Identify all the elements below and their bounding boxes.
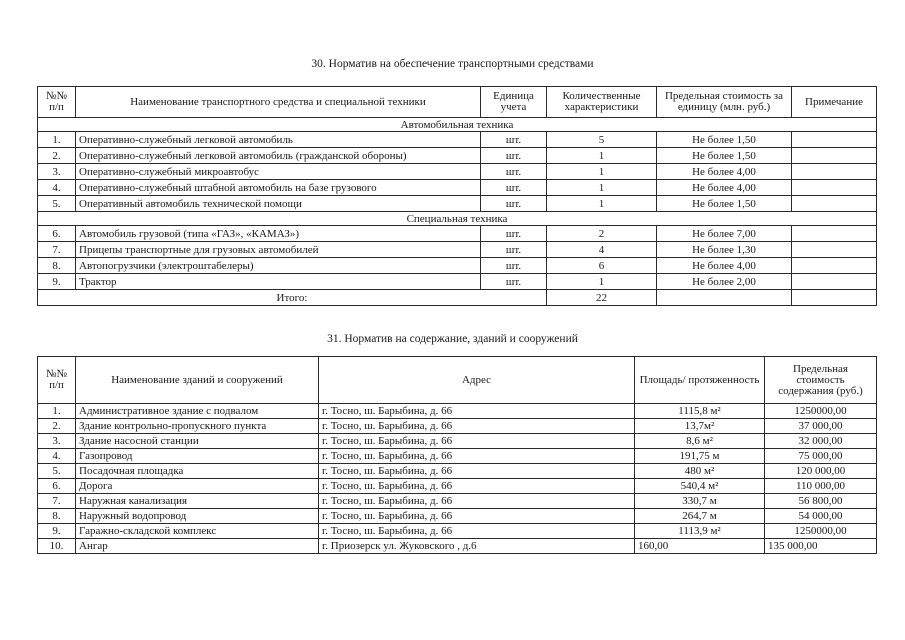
total-row (38, 290, 877, 306)
total-note-empty (792, 290, 877, 306)
row-qty: 1 (547, 274, 657, 290)
row-name: Наружная канализация (76, 494, 319, 509)
row-name: Здание контрольно-пропускного пункта (76, 419, 319, 434)
table-row (38, 274, 877, 290)
row-cost: Не более 4,00 (657, 258, 792, 274)
row-unit: шт. (481, 274, 547, 290)
row-num: 4. (38, 449, 76, 464)
row-cost: 37 000,00 (765, 419, 877, 434)
row-address: г. Тосно, ш. Барыбина, д. 66 (319, 449, 635, 464)
row-num: 1. (38, 404, 76, 419)
row-note (792, 242, 877, 258)
row-address: г. Тосно, ш. Барыбина, д. 66 (319, 404, 635, 419)
row-cost: Не более 1,50 (657, 132, 792, 148)
table-row (38, 494, 877, 509)
row-num: 1. (38, 132, 76, 148)
section-31-title: 31. Норматив на содержание, зданий и сооружений (327, 333, 578, 345)
row-num: 2. (38, 419, 76, 434)
row-name: Газопровод (76, 449, 319, 464)
row-name: Оперативно-служебный легковой автомобиль (76, 132, 481, 148)
row-cost: 75 000,00 (765, 449, 877, 464)
row-note (792, 180, 877, 196)
row-cost: 1250000,00 (765, 404, 877, 419)
row-area: 540,4 м² (635, 479, 765, 494)
row-num: 3. (38, 434, 76, 449)
table-row (38, 539, 877, 554)
row-address: г. Тосно, ш. Барыбина, д. 66 (319, 524, 635, 539)
header-num: №№ п/п (38, 87, 76, 118)
row-note (792, 164, 877, 180)
row-num: 7. (38, 242, 76, 258)
table-row (38, 226, 877, 242)
row-address: г. Тосно, ш. Барыбина, д. 66 (319, 464, 635, 479)
header-unit-cost: Предельная стоимость за единицу (млн. руб.) (657, 87, 792, 118)
row-note (792, 196, 877, 212)
row-cost: 56 800,00 (765, 494, 877, 509)
row-name: Здание насосной станции (76, 434, 319, 449)
row-area: 480 м² (635, 464, 765, 479)
row-name: Оперативно-служебный штабной автомобиль на базе грузового (76, 180, 481, 196)
row-qty: 1 (547, 180, 657, 196)
header-unit: Единица учета (481, 87, 547, 118)
header-num: №№ п/п (38, 357, 76, 404)
row-unit: шт. (481, 258, 547, 274)
row-address: г. Тосно, ш. Барыбина, д. 66 (319, 479, 635, 494)
row-unit: шт. (481, 132, 547, 148)
row-name: Наружный водопровод (76, 509, 319, 524)
header-maintenance-cost: Предельная стоимость содержания (руб.) (765, 357, 877, 404)
row-area: 264,7 м (635, 509, 765, 524)
row-num: 3. (38, 164, 76, 180)
row-address: г. Тосно, ш. Барыбина, д. 66 (319, 434, 635, 449)
row-note (792, 148, 877, 164)
row-num: 9. (38, 524, 76, 539)
table-row (38, 164, 877, 180)
total-cost-empty (657, 290, 792, 306)
row-address: г. Тосно, ш. Барыбина, д. 66 (319, 494, 635, 509)
header-quantity: Количественные характеристики (547, 87, 657, 118)
row-name: Автомобиль грузовой (типа «ГАЗ», «КАМАЗ») (76, 226, 481, 242)
table-row (38, 419, 877, 434)
row-qty: 1 (547, 164, 657, 180)
row-area: 191,75 м (635, 449, 765, 464)
row-area: 160,00 (635, 539, 765, 554)
table-row (38, 180, 877, 196)
group-automobile-label: Автомобильная техника (38, 118, 877, 132)
row-name: Прицепы транспортные для грузовых автомобилей (76, 242, 481, 258)
table-row (38, 524, 877, 539)
row-name: Автопогрузчики (электроштабелеры) (76, 258, 481, 274)
table-row (38, 464, 877, 479)
row-unit: шт. (481, 226, 547, 242)
row-qty: 5 (547, 132, 657, 148)
row-name: Оперативно-служебный микроавтобус (76, 164, 481, 180)
row-num: 8. (38, 258, 76, 274)
total-label: Итого: (38, 290, 547, 306)
row-address: г. Тосно, ш. Барыбина, д. 66 (319, 509, 635, 524)
header-address: Адрес (319, 357, 635, 404)
table-row (38, 449, 877, 464)
row-name: Оперативно-служебный легковой автомобиль (гражданской обороны) (76, 148, 481, 164)
group-automobile-row (38, 118, 877, 132)
row-unit: шт. (481, 196, 547, 212)
row-name: Ангар (76, 539, 319, 554)
row-name: Посадочная площадка (76, 464, 319, 479)
row-name: Дорога (76, 479, 319, 494)
row-num: 10. (38, 539, 76, 554)
group-special-label: Специальная техника (38, 212, 877, 226)
row-name: Оперативный автомобиль технической помощи (76, 196, 481, 212)
row-area: 13,7м² (635, 419, 765, 434)
row-cost: Не более 2,00 (657, 274, 792, 290)
section-30-title: 30. Норматив на обеспечение транспортными средствами (311, 58, 594, 70)
row-num: 7. (38, 494, 76, 509)
table-row (38, 404, 877, 419)
row-name: Трактор (76, 274, 481, 290)
row-num: 9. (38, 274, 76, 290)
row-qty: 1 (547, 148, 657, 164)
row-name: Административное здание с подвалом (76, 404, 319, 419)
row-area: 330,7 м (635, 494, 765, 509)
row-cost: Не более 1,50 (657, 148, 792, 164)
row-cost: 110 000,00 (765, 479, 877, 494)
row-cost: 32 000,00 (765, 434, 877, 449)
row-note (792, 258, 877, 274)
row-num: 4. (38, 180, 76, 196)
row-cost: Не более 4,00 (657, 180, 792, 196)
table-row (38, 258, 877, 274)
row-cost: Не более 7,00 (657, 226, 792, 242)
row-name: Гаражно-складской комплекс (76, 524, 319, 539)
row-cost: Не более 1,50 (657, 196, 792, 212)
row-address: г. Приозерск ул. Жуковского , д.6 (319, 539, 635, 554)
row-area: 1113,9 м² (635, 524, 765, 539)
table-header-row (38, 357, 877, 404)
row-note (792, 226, 877, 242)
table-row (38, 132, 877, 148)
total-value: 22 (547, 290, 657, 306)
group-special-row (38, 212, 877, 226)
table-row (38, 148, 877, 164)
row-cost: Не более 1,30 (657, 242, 792, 258)
table-row (38, 434, 877, 449)
row-num: 6. (38, 479, 76, 494)
row-cost: 54 000,00 (765, 509, 877, 524)
row-area: 1115,8 м² (635, 404, 765, 419)
row-qty: 6 (547, 258, 657, 274)
row-note (792, 274, 877, 290)
row-qty: 1 (547, 196, 657, 212)
row-num: 6. (38, 226, 76, 242)
row-cost: 1250000,00 (765, 524, 877, 539)
table-row (38, 479, 877, 494)
row-cost: Не более 4,00 (657, 164, 792, 180)
row-unit: шт. (481, 148, 547, 164)
table-row (38, 509, 877, 524)
row-note (792, 132, 877, 148)
row-num: 5. (38, 464, 76, 479)
table-row (38, 196, 877, 212)
row-cost: 135 000,00 (765, 539, 877, 554)
table-row (38, 242, 877, 258)
row-qty: 2 (547, 226, 657, 242)
row-unit: шт. (481, 242, 547, 258)
row-unit: шт. (481, 164, 547, 180)
table-header-row (38, 87, 877, 118)
header-area: Площадь/ протяженность (635, 357, 765, 404)
header-vehicle-name: Наименование транспортного средства и специальной техники (76, 87, 481, 118)
row-num: 8. (38, 509, 76, 524)
row-num: 2. (38, 148, 76, 164)
header-building-name: Наименование зданий и сооружений (76, 357, 319, 404)
row-address: г. Тосно, ш. Барыбина, д. 66 (319, 419, 635, 434)
buildings-norm-table (37, 356, 877, 554)
row-num: 5. (38, 196, 76, 212)
row-unit: шт. (481, 180, 547, 196)
transport-norm-table (37, 86, 877, 306)
header-note: Примечание (792, 87, 877, 118)
row-area: 8,6 м² (635, 434, 765, 449)
row-qty: 4 (547, 242, 657, 258)
row-cost: 120 000,00 (765, 464, 877, 479)
